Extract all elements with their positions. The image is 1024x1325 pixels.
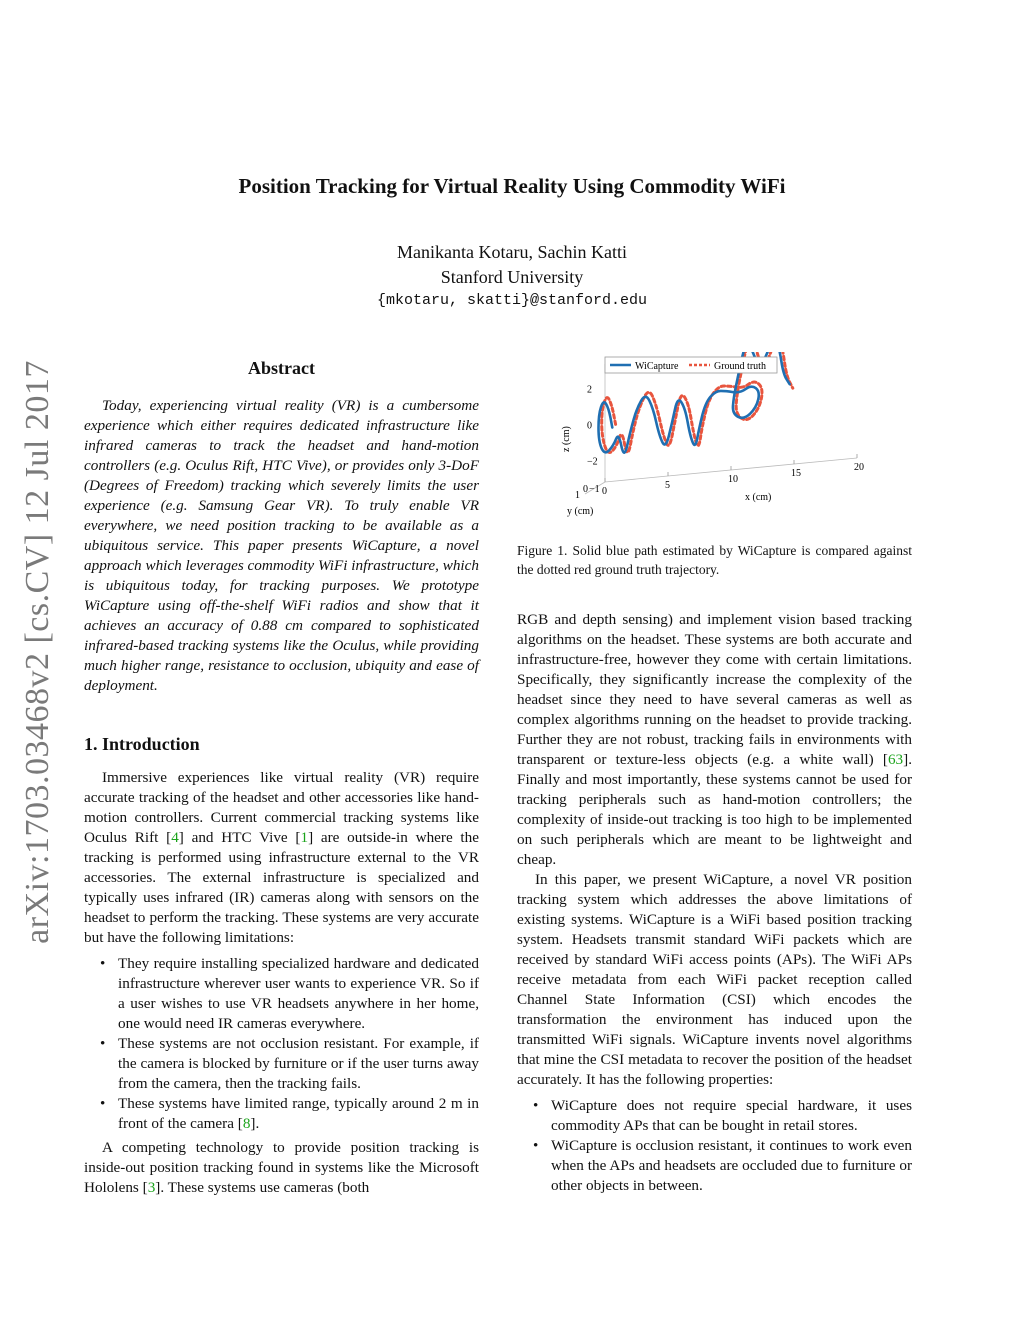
citation-link[interactable]: 63 — [887, 751, 904, 768]
affiliation: Stanford University — [440, 267, 584, 287]
x-tick-label: 0 — [602, 486, 607, 497]
properties-list — [517, 1096, 912, 1196]
list-item: • WiCapture is occlusion resistant, it continues to work even when the APs and headsets are occluded due to furniture or other objects in between. — [551, 1136, 912, 1196]
z-tick-label: 2 — [587, 384, 592, 396]
figure-caption: Figure 1. Solid blue path estimated by WiCapture is compared against the dotted red ground truth trajectory. — [517, 543, 912, 577]
left-column — [84, 354, 479, 1198]
arxiv-identifier-text: arXiv:1703.03468v2 [cs.CV] 12 Jul 2017 — [19, 360, 56, 944]
author-names: Manikanta Kotaru, Sachin Katti — [397, 242, 627, 262]
text-run: A competing technology to provide position tracking is inside-out position tracking found in systems like the Microsoft Hololens [ — [84, 1139, 479, 1196]
citation-link[interactable]: 8 — [242, 1115, 251, 1132]
x-tick-label: 5 — [665, 480, 670, 491]
y-tick-label: 0 — [583, 484, 588, 495]
plot-legend — [605, 357, 777, 373]
x-axis-label: x (cm) — [745, 492, 772, 503]
intro-paragraph-1 — [84, 768, 479, 948]
paper-title: Position Tracking for Virtual Reality Using Commodity WiFi — [238, 174, 786, 198]
x-tick-label: 20 — [854, 462, 864, 473]
text-run: ] are outside-in where the tracking is performed using infrastructure external to the VR accessories. The external infrastructure is specialized and typically uses infrared (IR) cameras along with sensors on the headset to perform the tracking. These systems are very accurate but have the following limitations: — [84, 829, 479, 946]
intro-paragraph-4: In this paper, we present WiCapture, a novel VR position tracking system which addresses the above limitations of existing systems. WiCapture is a WiFi based position tracking system. Headsets transmit standard WiFi packets which are received by standard WiFi access points (APs). The WiFi APs receive metadata from each WiFi packet reception called Channel State Information (CSI) which encodes the transformation the environment has induced upon the transmitted WiFi signals. WiCapture invents novel algorithms that mine the CSI metadata to recover the position of the headset accurately. It has the following properties: — [517, 871, 912, 1088]
arxiv-identifier — [8, 362, 68, 942]
z-axis-label: z (cm) — [561, 426, 572, 452]
text-run: ]. These systems use cameras (both — [155, 1179, 370, 1196]
citation-link[interactable]: 1 — [300, 829, 309, 846]
citation-link[interactable]: 4 — [171, 829, 179, 846]
list-item: • They require installing specialized hardware and dedicated infrastructure wherever user wants to experience VR. So if a user wishes to use VR headsets anywhere in her home, one would need IR cameras everywhere. — [118, 954, 479, 1034]
right-column — [517, 610, 912, 1200]
text-run: ] and HTC Vive [ — [178, 829, 301, 846]
author-block — [0, 240, 1024, 290]
y-tick-label: 1 — [575, 490, 580, 501]
legend-ground-truth-label: Ground truth — [714, 361, 766, 372]
intro-heading: 1. Introduction — [84, 734, 200, 754]
limitations-list — [84, 954, 479, 1134]
intro-paragraph-3 — [517, 610, 912, 870]
text-run: ]. Finally and most importantly, these systems cannot be used for tracking peripherals such as hand-motion controllers; the complexity of inside-out tracking is too high to be implemented on such peripherals which are meant to be lightweight and cheap. — [517, 751, 912, 868]
text-run: RGB and depth sensing) and implement vision based tracking algorithms on the headset. These systems are both accurate and infrastructure-free, however they come with certain limitations. Specifically, they significantly increase the complexity of the headset since they need to have several cameras as well as complex algorithms running on the headset to provide tracking. Further they are not robust, tracking fails in environments with transparent or texture-less objects (e.g. a white wall) [ — [517, 611, 912, 768]
intro-paragraph-2 — [84, 1138, 479, 1198]
x-tick-label: 15 — [791, 468, 801, 479]
list-item: • These systems are not occlusion resistant. For example, if the camera is blocked by furniture or if the user turns away from the camera, then the tracking fails. — [118, 1034, 479, 1094]
abstract-text: Today, experiencing virtual reality (VR) is a cumbersome experience which either requires dedicated infrastructure like infrared cameras to track the headset and hand-motion controllers (e.g. Oculus Rift, HTC Vive), or provides only 3-DoF (Degrees of Freedom) tracking which severely limits the user experience (e.g. Samsung Gear VR). To truly enable VR everywhere, we need position tracking to be available as a ubiquitous service. This paper presents WiCapture, a novel approach which leverages commodity WiFi infrastructure, which is ubiquitous today, for tracking purposes. We prototype WiCapture using off-the-shelf WiFi radios and show that it achieves an accuracy of 0.88 cm compared to sophisticated infrared-based tracking systems like the Oculus, while providing much higher range, resistance to occlusion, ubiquity and ease of deployment. — [84, 397, 479, 694]
plot-axes — [585, 364, 857, 494]
citation-link[interactable]: 3 — [147, 1179, 156, 1196]
y-tick-label: −1 — [589, 484, 600, 495]
list-item: • WiCapture does not require special hardware, it uses commodity APs that can be bought in retail stores. — [551, 1096, 912, 1136]
legend-wicapture-label: WiCapture — [635, 361, 679, 372]
text-run: ]. — [250, 1115, 260, 1132]
text-run: These systems have limited range, typically around 2 m in front of the camera [ — [118, 1095, 479, 1132]
figure-1-plot — [517, 352, 912, 522]
y-axis-label: y (cm) — [567, 506, 594, 517]
text-run: Immersive experiences like virtual reality (VR) require accurate tracking of the headset and other accessories like hand-motion controllers. Current commercial tracking systems like Oculus Rift [ — [84, 769, 479, 846]
x-tick-label: 10 — [728, 474, 738, 485]
abstract-heading: Abstract — [248, 358, 315, 378]
list-item — [118, 1094, 479, 1134]
z-tick-label: −2 — [587, 456, 598, 468]
author-email: {mkotaru, skatti}@stanford.edu — [376, 292, 648, 309]
z-tick-label: 0 — [587, 420, 592, 432]
